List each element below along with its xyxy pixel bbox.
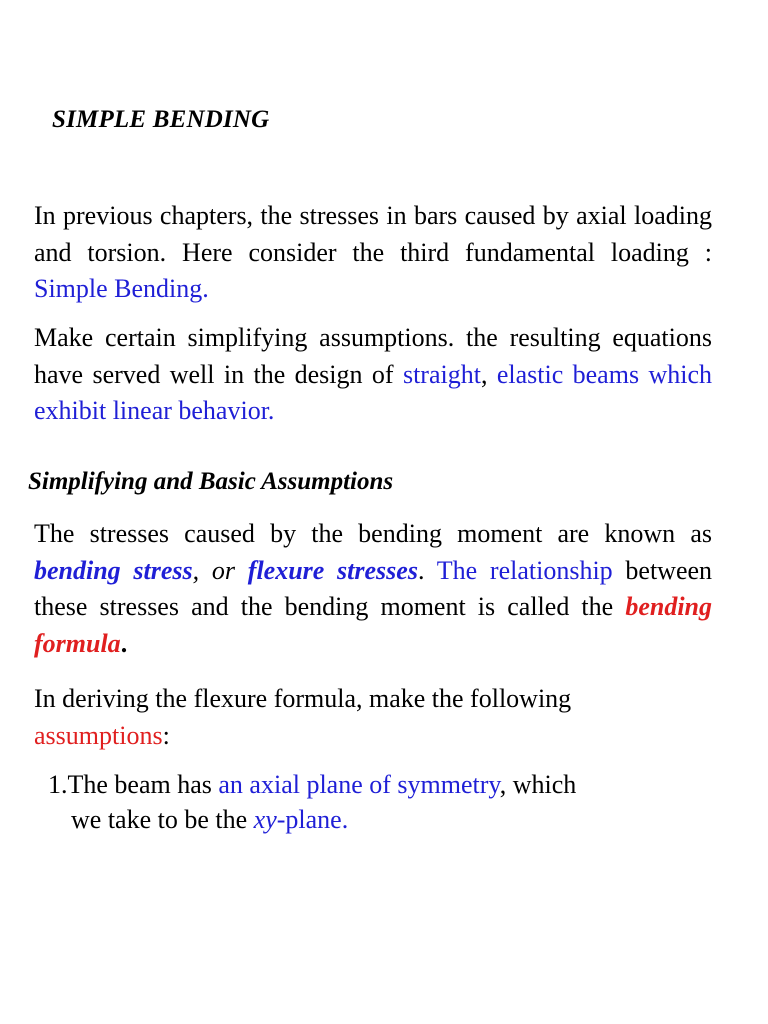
list-item-text-2: , which <box>499 770 577 799</box>
derive-paragraph <box>34 681 684 754</box>
assumption-text: Make certain simplifying assumptions. the resulting equations have served well in the design of <box>34 323 712 389</box>
stress-text-4: between these stresses and the bending moment is called the <box>34 555 713 621</box>
derive-end: : <box>162 720 170 750</box>
assumption-comma: , <box>480 359 488 389</box>
list-item-number: 1. <box>48 770 68 799</box>
stress-text-3: . <box>417 555 437 585</box>
list-item-text-3: we take to be the <box>71 805 254 834</box>
assumption-paragraph <box>34 320 712 430</box>
list-item-variable: xy <box>253 805 277 834</box>
list-item-highlight: an axial plane of symmetry <box>218 770 500 799</box>
intro-highlight: Simple Bending <box>34 274 203 303</box>
stress-highlight-relationship: The relationship <box>436 555 613 585</box>
term-flexure-stresses: flexure stresses <box>247 555 418 585</box>
list-item-text-4: -plane. <box>276 805 349 834</box>
stress-text-1: The stresses caused by the bending moment are known as <box>34 519 712 548</box>
list-item-text-1: The beam has <box>67 770 219 799</box>
list-item <box>48 767 698 837</box>
derive-highlight-assumptions: assumptions <box>34 720 163 750</box>
assumption-highlight-elastic: elastic beams which exhibit linear behavior. <box>34 359 712 425</box>
stress-text-5: . <box>120 628 128 658</box>
intro-paragraph <box>34 198 712 308</box>
stress-paragraph <box>34 516 712 662</box>
term-bending-stress: bending stress <box>34 555 193 585</box>
intro-end: . <box>202 274 209 303</box>
term-bending-formula: bending formula <box>34 592 712 658</box>
list-item-continuation <box>48 802 698 837</box>
stress-text-2: , or <box>192 555 248 585</box>
section-subheading: Simplifying and Basic Assumptions <box>28 468 394 495</box>
derive-text: In deriving the flexure formula, make the following <box>34 684 572 713</box>
assumption-highlight-straight: straight <box>402 359 481 389</box>
page-title: SIMPLE BENDING <box>52 106 270 133</box>
intro-text: In previous chapters, the stresses in bars caused by axial loading and torsion. Here consider the third fundamental loading : <box>34 201 712 267</box>
